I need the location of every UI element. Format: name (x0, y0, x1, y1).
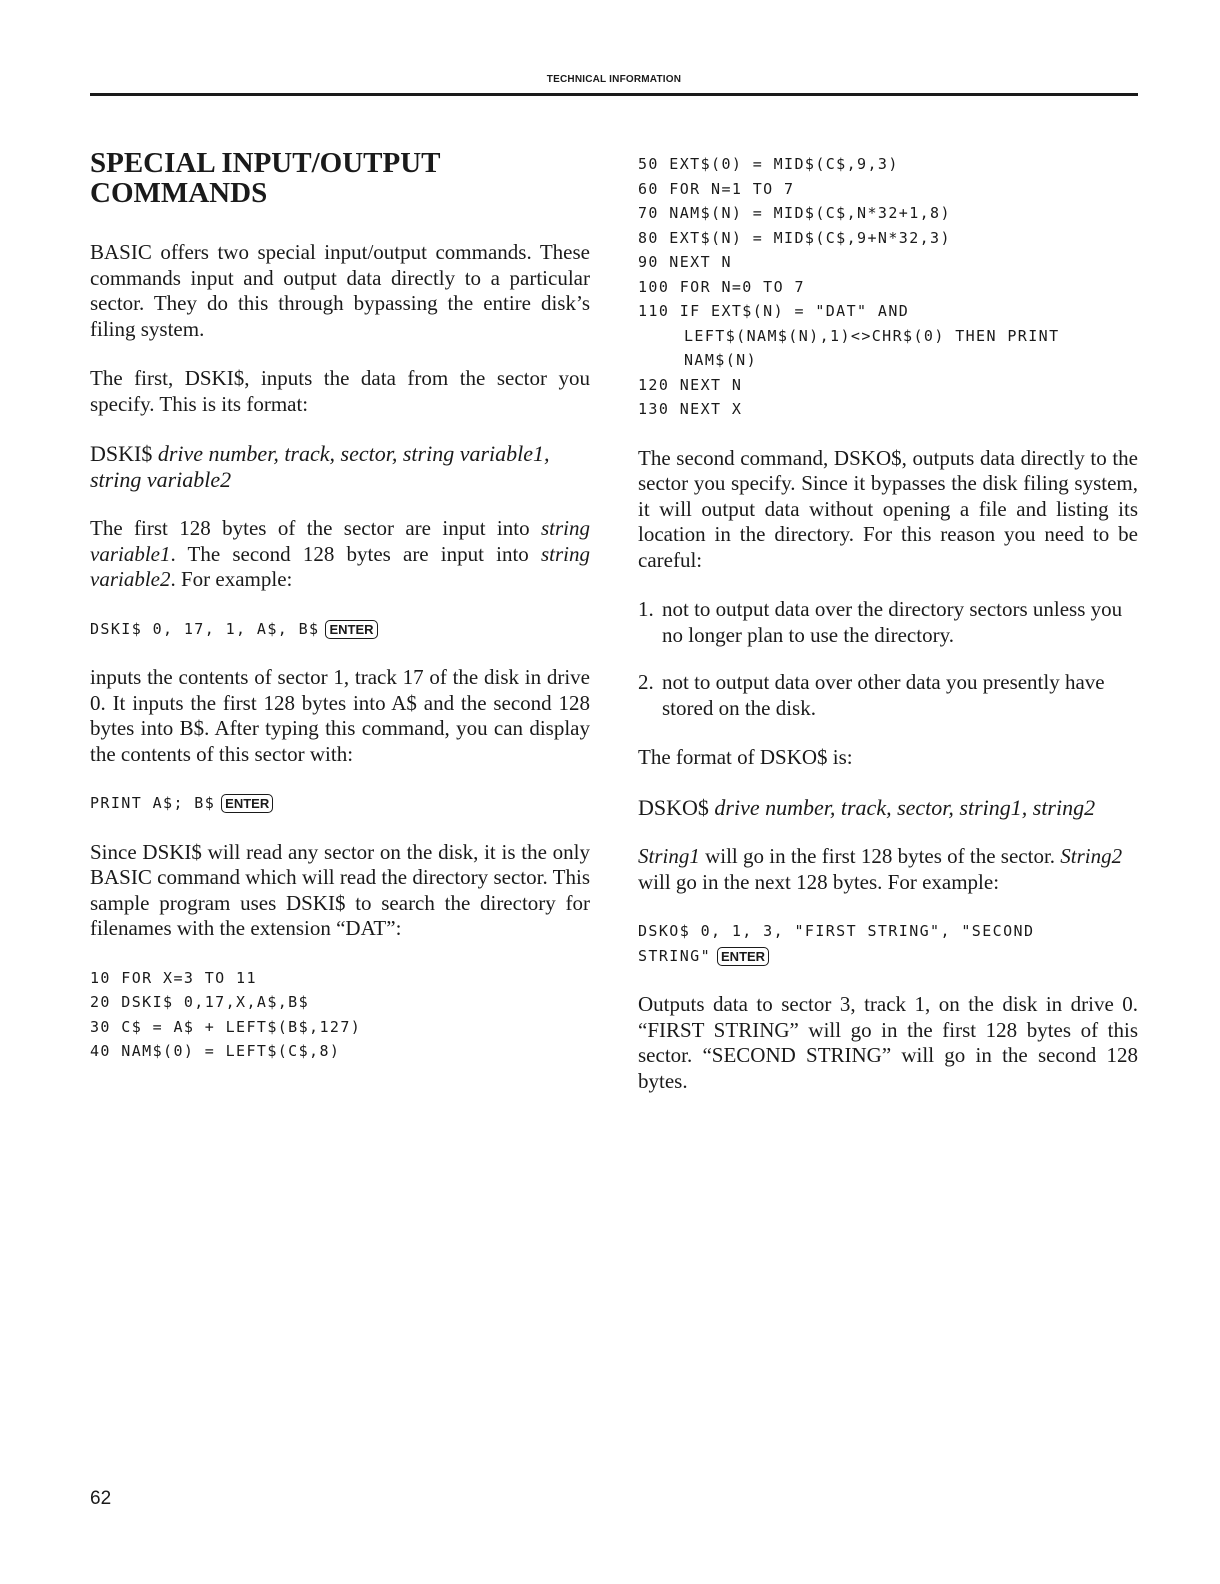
header-rule (90, 93, 1138, 96)
program-listing-part-1 (90, 966, 590, 1064)
dsko-format-intro: The format of DSKO$ is: (638, 745, 853, 769)
example-print-code: PRINT A$; B$ (90, 794, 216, 812)
code-line: 90 NEXT N (638, 253, 732, 271)
dski-command: DSKI$ (90, 441, 153, 466)
code-line: 10 FOR X=3 TO 11 (90, 968, 257, 987)
code-line: 20 DSKI$ 0,17,X,A$,B$ (90, 993, 310, 1011)
program-listing-part-2 (638, 152, 1138, 422)
dski-format (90, 441, 590, 492)
enter-key: ENTER (221, 794, 273, 813)
dsko-description (638, 844, 1138, 895)
section-title (90, 148, 590, 208)
right-column (638, 152, 1138, 1118)
title-line-2: COMMANDS (90, 177, 268, 209)
dski-desc-part-a: The first 128 bytes of the sector are input into (90, 516, 530, 540)
dsko-intro-paragraph: The second command, DSKO$, outputs data directly to the sector you specify. Since it bypasses the disk filing system, it will output data without opening a file and listing its location in the directory. For this reason you need to be careful: (638, 445, 1138, 572)
code-line: 40 NAM$(0) = LEFT$(C$,8) (90, 1042, 341, 1060)
list-number: 1. (638, 597, 654, 621)
dsko-explanation: Outputs data to sector 3, track 1, on the disk in drive 0. “FIRST STRING” will go in the first 128 bytes of this sector. “SECOND STRING” will go in the second 128 bytes. (638, 992, 1138, 1093)
dski-explanation: inputs the contents of sector 1, track 17 of the disk in drive 0. It inputs the first 128 bytes into A$ and the second 128 bytes into B$. After typing this command, you can display the contents of this sector with: (90, 665, 590, 766)
dsko-desc-part-a: will go in the first 128 bytes of the sector. (699, 844, 1056, 868)
left-column (90, 148, 590, 1088)
dski-intro-paragraph: The first, DSKI$, inputs the data from the sector you specify. This is its format: (90, 366, 590, 416)
example-dski (90, 617, 590, 642)
dski-arguments: drive number, track, sector, string variable1, string variable2 (90, 441, 550, 492)
code-line: 110 IF EXT$(N) = "DAT" AND (638, 302, 910, 320)
running-header: TECHNICAL INFORMATION (546, 74, 682, 85)
list-text: not to output data over other data you presently have stored on the disk. (662, 670, 1105, 720)
code-line: 80 EXT$(N) = MID$(C$,9+N*32,3) (638, 228, 951, 247)
code-line-continuation: NAM$(N) (684, 351, 758, 369)
dski-desc-var1: string variable1 (90, 516, 590, 566)
directory-paragraph: Since DSKI$ will read any sector on the disk, it is the only BASIC command which will read the directory sector. This sample program uses DSKI$ to search the directory for filenames with the extension “DAT”: (90, 839, 590, 940)
enter-key: ENTER (717, 947, 769, 966)
example-dsko-line-2: STRING" (638, 946, 712, 965)
dski-desc-part-b: . The second 128 bytes are input into (170, 541, 529, 566)
code-line: 120 NEXT N (638, 375, 743, 394)
example-print (90, 791, 590, 816)
dsko-desc-string2: String2 (1060, 844, 1123, 868)
dsko-desc-string1: String1 (638, 844, 700, 868)
caution-list (638, 597, 1138, 721)
dsko-desc-part-b: will go in the next 128 bytes. For example: (638, 869, 1000, 894)
example-dsko-line-1: DSKO$ 0, 1, 3, "FIRST STRING", "SECOND (638, 922, 1035, 940)
list-text: not to output data over the directory sectors unless you no longer plan to use the directory. (662, 597, 1123, 647)
dsko-format (638, 795, 1138, 821)
dski-desc-var2: string variable2 (90, 541, 590, 591)
code-line: 30 C$ = A$ + LEFT$(B$,127) (90, 1017, 362, 1036)
code-line-continuation: LEFT$(NAM$(N),1)<>CHR$(0) THEN PRINT (684, 326, 1060, 345)
dsko-arguments: drive number, track, sector, string1, string2 (714, 794, 1096, 820)
dski-desc-part-c: . For example: (170, 567, 293, 591)
example-dski-code: DSKI$ 0, 17, 1, A$, B$ (90, 619, 320, 638)
page-number: 62 (90, 1488, 112, 1509)
enter-key: ENTER (325, 620, 377, 639)
code-line: 50 EXT$(0) = MID$(C$,9,3) (638, 155, 899, 173)
dski-description (90, 516, 590, 593)
code-line: 100 FOR N=0 TO 7 (638, 277, 805, 296)
list-item (638, 670, 1138, 721)
dsko-command: DSKO$ (638, 794, 709, 820)
intro-paragraph: BASIC offers two special input/output commands. These commands input and output data directly to a particular sector. They do this through bypassing the entire disk’s filing system. (90, 240, 590, 341)
list-number: 2. (638, 670, 654, 694)
code-line: 70 NAM$(N) = MID$(C$,N*32+1,8) (638, 204, 951, 222)
title-line-1: SPECIAL INPUT/OUTPUT (90, 147, 441, 179)
list-item (638, 597, 1138, 648)
code-line: 60 FOR N=1 TO 7 (638, 179, 795, 198)
code-line: 130 NEXT X (638, 400, 743, 418)
example-dsko (638, 919, 1138, 968)
